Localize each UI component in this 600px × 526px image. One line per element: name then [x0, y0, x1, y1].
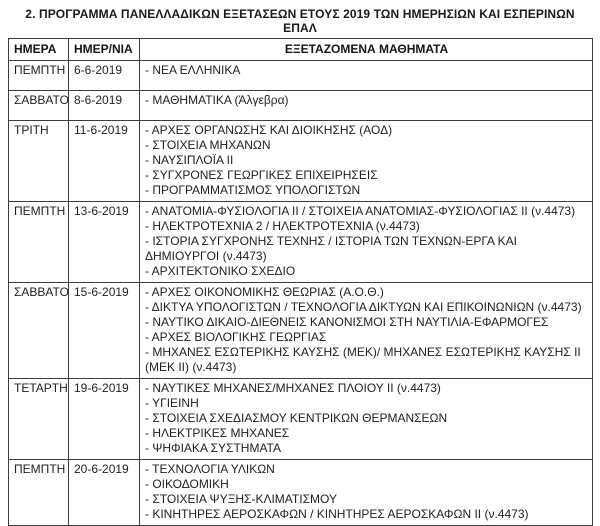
subject-line: - ΠΡΟΓΡΑΜΜΑΤΙΣΜΟΣ ΥΠΟΛΟΓΙΣΤΩΝ [145, 183, 361, 197]
table-header-row [9, 39, 593, 61]
exam-schedule-table [8, 38, 593, 526]
subject-line: - ΙΣΤΟΡΙΑ ΣΥΓΧΡΟΝΗΣ ΤΕΧΝΗΣ / ΙΣΤΟΡΙΑ ΤΩΝ ΤΕΧΝΩΝ-ΕΡΓΑ ΚΑΙ ΔΗΜΙΟΥΡΓΟΙ (ν.4473) [145, 234, 517, 263]
schedule-body [9, 61, 593, 526]
date-cell: 13-6-2019 [69, 202, 140, 283]
subject-line: - ΣΤΟΙΧΕΙΑ ΣΧΕΔΙΑΣΜΟΥ ΚΕΝΤΡΙΚΩΝ ΘΕΡΜΑΝΣΕΩΝ [145, 411, 448, 425]
subject-line: - ΑΡΧΕΣ ΟΙΚΟΝΟΜΙΚΗΣ ΘΕΩΡΙΑΣ (Α.Ο.Θ.) [145, 285, 384, 299]
day-cell: ΣΑΒΒΑΤΟ [9, 283, 69, 379]
day-cell: ΤΡΙΤΗ [9, 121, 69, 202]
day-cell: ΠΕΜΠΤΗ [9, 202, 69, 283]
date-cell: 19-6-2019 [69, 379, 140, 460]
date-cell: 6-6-2019 [69, 61, 140, 91]
subject-line: - ΝΑΥΤΙΚΟ ΔΙΚΑΙΟ-ΔΙΕΘΝΕΙΣ ΚΑΝΟΝΙΣΜΟΙ ΣΤΗ ΝΑΥΤΙΛΙΑ-ΕΦΑΡΜΟΓΕΣ [145, 315, 549, 329]
table-row [9, 379, 593, 460]
subject-line: - ΔΙΚΤΥΑ ΥΠΟΛΟΓΙΣΤΩΝ / ΤΕΧΝΟΛΟΓΙΑ ΔΙΚΤΥΩΝ ΚΑΙ ΕΠΙΚΟΙΝΩΝΙΩΝ (ν.4473) [145, 300, 582, 314]
table-row [9, 283, 593, 379]
date-cell: 11-6-2019 [69, 121, 140, 202]
subject-line: - ΟΙΚΟΔΟΜΙΚΗ [145, 477, 229, 491]
subject-line: - ΗΛΕΚΤΡΟΤΕΧΝΙΑ 2 / ΗΛΕΚΤΡΟΤΕΧΝΙΑ (ν.4473) [145, 219, 420, 233]
subject-line: - ΑΡΧΙΤΕΚΤΟΝΙΚΟ ΣΧΕΔΙΟ [145, 264, 296, 278]
day-cell: ΠΕΜΠΤΗ [9, 61, 69, 91]
date-cell: 8-6-2019 [69, 91, 140, 121]
subjects-cell [140, 283, 593, 379]
table-row [9, 460, 593, 526]
subject-line: - ΣΤΟΙΧΕΙΑ ΜΗΧΑΝΩΝ [145, 138, 271, 152]
date-cell: 20-6-2019 [69, 460, 140, 526]
subjects-cell [140, 91, 593, 121]
column-header-subjects: ΕΞΕΤΑΖΟΜΕΝΑ ΜΑΘΗΜΑΤΑ [140, 39, 593, 61]
subject-line: - ΝΑΥΤΙΚΕΣ ΜΗΧΑΝΕΣ/ΜΗΧΑΝΕΣ ΠΛΟΙΟΥ ΙΙ (ν.4473) [145, 381, 441, 395]
subject-line: - ΣΥΓΧΡΟΝΕΣ ΓΕΩΡΓΙΚΕΣ ΕΠΙΧΕΙΡΗΣΕΙΣ [145, 168, 378, 182]
day-cell: ΤΕΤΑΡΤΗ [9, 379, 69, 460]
document-page [0, 7, 600, 521]
subject-line: - ΝΑΥΣΙΠΛΟΪΑ ΙΙ [145, 153, 234, 167]
column-header-date: ΗΜΕΡ/ΝΙΑ [69, 39, 140, 61]
subject-line: - ΥΓΙΕΙΝΗ [145, 396, 199, 410]
subjects-cell [140, 202, 593, 283]
column-header-day: ΗΜΕΡΑ [9, 39, 69, 61]
subject-line: - ΚΙΝΗΤΗΡΕΣ ΑΕΡΟΣΚΑΦΩΝ / ΚΙΝΗΤΗΡΕΣ ΑΕΡΟΣΚΑΦΩΝ ΙΙ (ν.4473) [145, 507, 529, 521]
table-row [9, 91, 593, 121]
table-row [9, 121, 593, 202]
day-cell: ΠΕΜΠΤΗ [9, 460, 69, 526]
subject-line: - ΨΗΦΙΑΚΑ ΣΥΣΤΗΜΑΤΑ [145, 441, 282, 455]
subjects-cell [140, 121, 593, 202]
day-cell: ΣΑΒΒΑΤΟ [9, 91, 69, 121]
subject-line: - ΜΑΘΗΜΑΤΙΚΑ (Άλγεβρα) [145, 93, 289, 107]
subjects-cell [140, 379, 593, 460]
page-title: 2. ΠΡΟΓΡΑΜΜΑ ΠΑΝΕΛΛΑΔΙΚΩΝ ΕΞΕΤΑΣΕΩΝ ΕΤΟΥΣ 2019 ΤΩΝ ΗΜΕΡΗΣΙΩΝ ΚΑΙ ΕΣΠΕΡΙΝΩΝ ΕΠΑΛ [25, 7, 575, 35]
subject-line: - ΝΕΑ ΕΛΛΗΝΙΚΑ [145, 63, 241, 77]
subject-line: - ΣΤΟΙΧΕΙΑ ΨΥΞΗΣ-ΚΛΙΜΑΤΙΣΜΟΥ [145, 492, 337, 506]
subject-line: - ΑΝΑΤΟΜΙΑ-ΦΥΣΙΟΛΟΓΙΑ ΙΙ / ΣΤΟΙΧΕΙΑ ΑΝΑΤΟΜΙΑΣ-ΦΥΣΙΟΛΟΓΙΑΣ ΙΙ (ν.4473) [145, 204, 576, 218]
date-cell: 15-6-2019 [69, 283, 140, 379]
subject-line: - ΗΛΕΚΤΡΙΚΕΣ ΜΗΧΑΝΕΣ [145, 426, 290, 440]
subject-line: - ΑΡΧΕΣ ΟΡΓΑΝΩΣΗΣ ΚΑΙ ΔΙΟΙΚΗΣΗΣ (ΑΟΔ) [145, 123, 393, 137]
table-row [9, 202, 593, 283]
subjects-cell [140, 460, 593, 526]
subject-line: - ΤΕΧΝΟΛΟΓΙΑ ΥΛΙΚΩΝ [145, 462, 275, 476]
subject-line: - ΑΡΧΕΣ ΒΙΟΛΟΓΙΚΗΣ ΓΕΩΡΓΙΑΣ [145, 330, 327, 344]
table-row [9, 61, 593, 91]
subject-line: - ΜΗΧΑΝΕΣ ΕΣΩΤΕΡΙΚΗΣ ΚΑΥΣΗΣ (ΜΕΚ)/ ΜΗΧΑΝΕΣ ΕΣΩΤΕΡΙΚΗΣ ΚΑΥΣΗΣ ΙΙ (ΜΕΚ ΙΙ) (ν.4473) [145, 345, 581, 374]
subjects-cell [140, 61, 593, 91]
